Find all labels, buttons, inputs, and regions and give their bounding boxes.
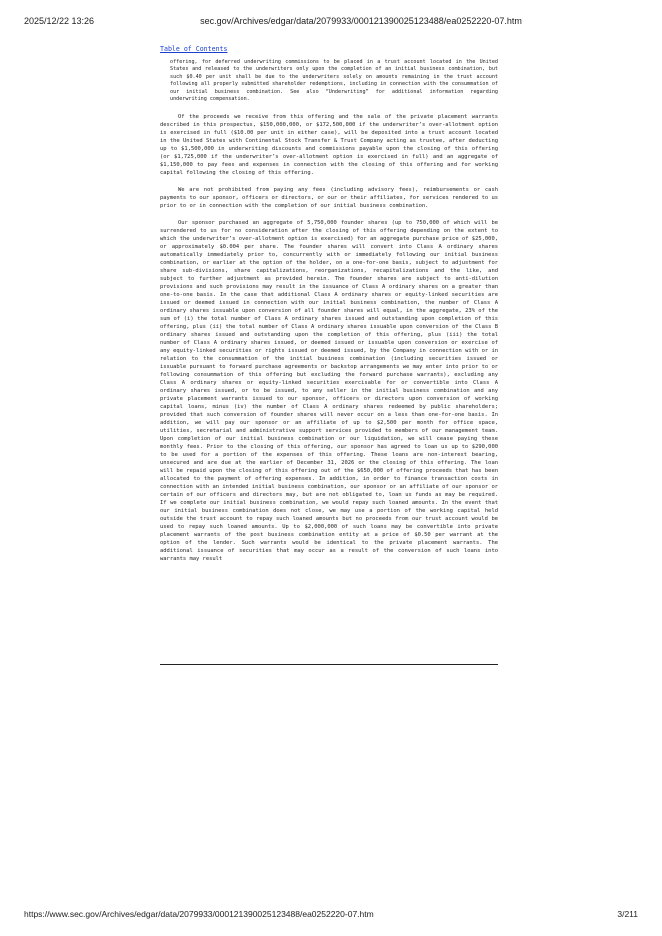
- page-url-title: sec.gov/Archives/edgar/data/2079933/000121390025123488/ea0252220-07.htm: [200, 16, 522, 26]
- trust-account-paragraph: Of the proceeds we receive from this offering and the sale of the private placement warrants described in this prospectus, $150,000,000, or $172,500,000 if the underwriter’s over-allotment option is exercised in full ($10.00 per unit in either case), will be deposited into a trust account located in the United States with Continental Stock Transfer & Trust Company acting as trustee, after deducting up to $1,500,000 in underwriting discounts and commissions payable upon the closing of this offering (or $1,725,000 if the underwriter’s over-allotment option is exercised in full) and an aggregate of $1,150,000 to pay fees and expenses in connection with the closing of this offering and for working capital following the closing of this offering.: [160, 113, 498, 176]
- founder-shares-paragraph: Our sponsor purchased an aggregate of 5,750,000 founder shares (up to 750,000 of which will be surrendered to us for no consideration after the closing of this offering depending on the extent to which the underwriter’s over-allotment option is exercised) for an aggregate purchase price of $25,000, or approximately $0.004 per share. The founder shares will convert into Class A ordinary shares automatically immediately prior to, concurrently with or immediately following our initial business combination, or earlier at the option of the holder, on a one-for-one basis, subject to adjustment for share sub-divisions, share capitalizations, reorganizations, recapitalizations and the like, and subject to further adjustment as provided herein. The founder shares are subject to anti-dilution provisions and such provisions may result in the issuance of Class A ordinary shares on a greater than one-to-one basis. In the case that additional Class A ordinary shares or equity-linked securities are issued or deemed issued in connection with our initial business combination, the number of Class A ordinary shares issuable upon conversion of all founder shares will equal, in the aggregate, 23% of the sum of (i) the total number of Class A ordinary shares issued and outstanding upon completion of this offering, plus (ii) the total number of Class A ordinary shares issuable upon conversion of the Class B ordinary shares issued and outstanding upon the completion of this offering, plus (iii) the total number of Class A ordinary shares issued, or deemed issued or issuable upon conversion or exercise of any equity-linked securities or rights issued or deemed issued, by the Company in connection with or in relation to the consummation of the initial business combination (including securities issued or issuable pursuant to forward purchase agreements or backstop arrangements we may enter into prior to or following consummation of this offering but excluding the forward purchase warrants), excluding any Class A ordinary shares or equity-linked securities exercisable for or convertible into Class A ordinary shares issued, or to be issued, to any seller in the initial business combination and any private placement warrants issued to our sponsor, officers or directors upon conversion of working capital loans, minus (iv) the number of Class A ordinary shares redeemed by public shareholders; provided that such conversion of founder shares will never occur on a less than one-for-one basis. In addition, we will pay our sponsor or an affiliate of up to $2,500 per month for office space, utilities, secretarial and administrative support services provided to members of our management team. Upon completion of our initial business combination or our liquidation, we will cease paying these monthly fees. Prior to the closing of this offering, our sponsor has agreed to loan us up to $290,000 to be used for a portion of the expenses of this offering. These loans are non-interest bearing, unsecured and are due at the earlier of December 31, 2026 or the closing of this offering. The loan will be repaid upon the closing of this offering out of the $650,000 of offering proceeds that has been allocated to the payment of offering expenses. In addition, in order to finance transaction costs in connection with an intended initial business combination, our sponsor or an affiliate of our sponsor or certain of our officers and directors may, but are not obligated to, loan us funds as may be required. If we complete our initial business combination, we would repay such loaned amounts. In the event that our initial business combination does not close, we may use a portion of the working capital held outside the trust account to repay such loaned amounts but no proceeds from our trust account would be used to repay such loaned amounts. Up to $2,000,000 of such loans may be convertible into private placement warrants of the post business combination entity at a price of $0.50 per warrant at the option of the lender. Such warrants would be identical to the private placement warrants. The additional issuance of securities that may occur as a result of the conversion of such loans into warrants may result: [160, 219, 498, 563]
- footer-url: https://www.sec.gov/Archives/edgar/data/2079933/000121390025123488/ea0252220-07.htm: [24, 909, 374, 919]
- underwriting-footnote: offering, for deferred underwriting commissions to be placed in a trust account located in the United States and released to the underwriters only upon the completion of an initial business combination, but such $0.40 per unit shall be due to the underwriters solely on amounts remaining in the trust account following all properly submitted shareholder redemptions, including in connection with the consummation of our initial business combination. See also “Underwriting” for additional information regarding underwriting compensation.: [170, 59, 498, 103]
- page-divider: [160, 664, 498, 665]
- print-timestamp: 2025/12/22 13:26: [24, 16, 95, 26]
- document-body: [160, 36, 498, 563]
- table-of-contents-link[interactable]: Table of Contents: [160, 45, 228, 53]
- page-number: 3/211: [617, 909, 638, 919]
- fees-paragraph: We are not prohibited from paying any fees (including advisory fees), reimbursements or cash payments to our sponsor, officers or directors, or our or their affiliates, for services rendered to us prior to or in connection with the completion of our initial business combination.: [160, 186, 498, 209]
